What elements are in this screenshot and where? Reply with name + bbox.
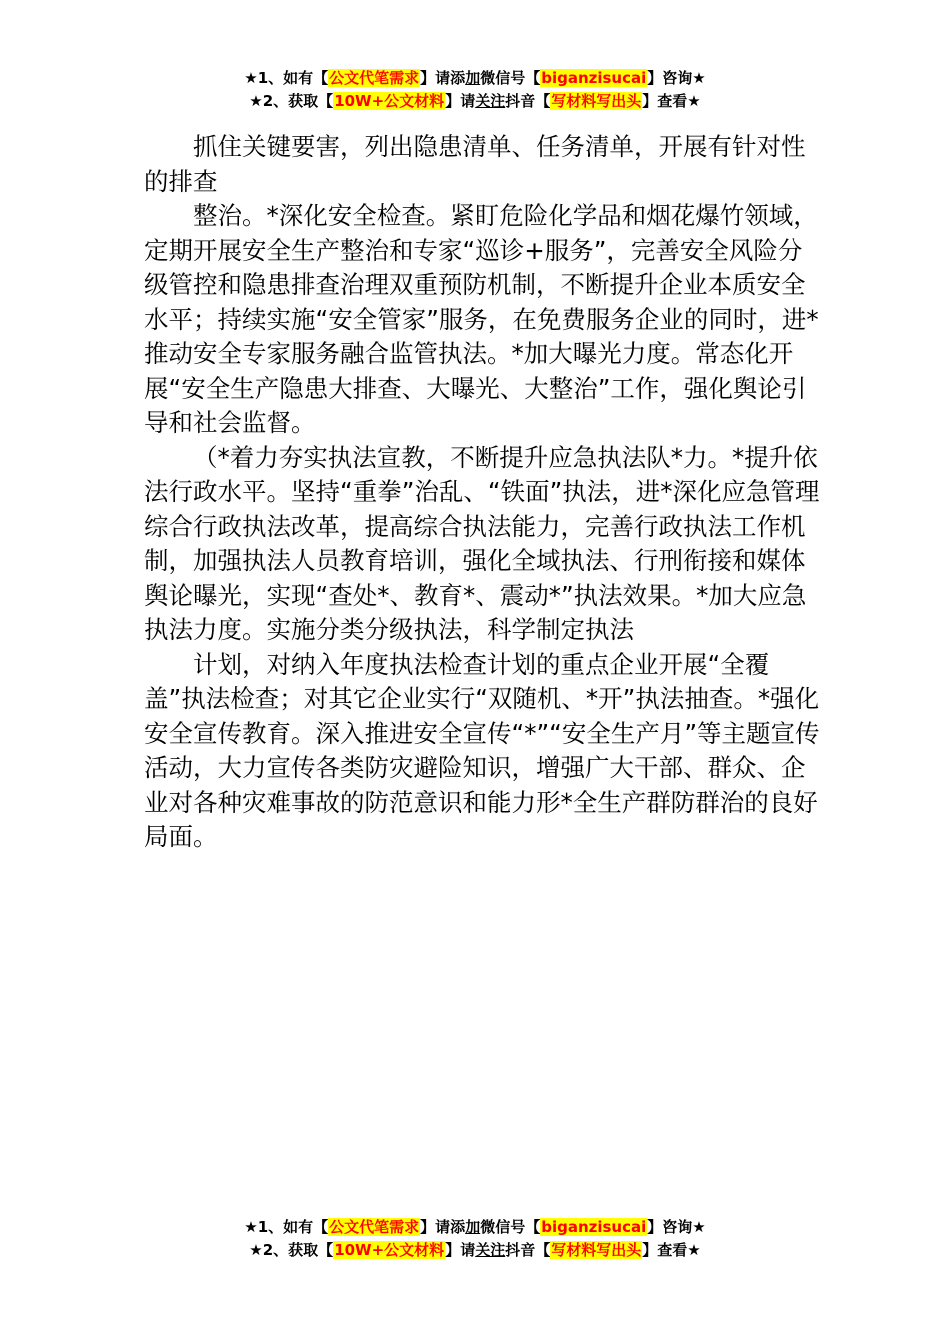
banner-text: ★1、如有【 [244,69,329,87]
underlined-text: 加 [465,1218,481,1236]
banner-text: 】请 [445,92,476,110]
banner-text: 】咨询★ [647,1218,706,1236]
banner-text: 】请添 [420,1218,466,1236]
banner-text: ★1、如有【 [244,1218,329,1236]
banner-text: 】查看★ [642,92,701,110]
banner-line-1 [0,67,950,90]
paragraph: 抓住关键要害，列出隐患清单、任务清单，开展有针对性的排查 [144,132,806,196]
banner-line-2 [0,90,950,113]
banner-text: 微信号【 [480,69,541,87]
banner-text: 】请 [445,1241,476,1259]
banner-text: 】查看★ [642,1241,701,1259]
highlight-text: 写材料写出头 [551,1241,642,1259]
highlight-text: 10W+公文材料 [334,1241,445,1259]
header-banner [0,67,950,113]
banner-text: 抖音【 [505,1241,551,1259]
paragraph: 整治。*深化安全检查。紧盯危险化学品和烟花爆竹领域，定期开展安全生产整治和专家“巡诊+服务”，完善安全风险分级管控和隐患排查治理双重预防机制，不断提升企业本质安全水平；持续实施“安全管家”服务，在免费服务企业的同时，进*推动安全专家服务融合监管执法。*加大曝光力度。常态化开展“安全生产隐患大排查、大曝光、大整治”工作，强化舆论引导和社会监督。 [144,201,819,437]
footer-banner [0,1216,950,1262]
banner-text: 】咨询★ [647,69,706,87]
banner-line-2 [0,1239,950,1262]
paragraph: 计划，对纳入年度执法检查计划的重点企业开展“全覆盖”执法检查；对其它企业实行“双随机、*开”执法抽查。*强化安全宣传教育。深入推进安全宣传“*”“安全生产月”等主题宣传活动，大力宣传各类防灾避险知识，增强广大干部、群众、企业对各种灾难事故的防范意识和能力形*全生产群防群治的良好局面。 [144,649,820,851]
banner-line-1 [0,1216,950,1239]
underlined-text: 加 [465,69,481,87]
highlight-text: 公文代笔需求 [329,1218,420,1236]
highlight-text: biganzisucai [541,1218,647,1236]
banner-text: ★2、获取【 [249,92,334,110]
paragraph: （*着力夯实执法宣教，不断提升应急执法队*力。*提升依法行政水平。坚持“重拳”治乱、“铁面”执法，进*深化应急管理综合行政执法改革，提高综合执法能力，完善行政执法工作机制，加强执法人员教育培训，强化全域执法、行刑衔接和媒体舆论曝光，实现“查处*、教育*、震动*”执法效果。*加大应急执法力度。实施分类分级执法，科学制定执法 [144,442,820,644]
document-body [144,130,824,855]
banner-text: 抖音【 [505,92,551,110]
highlight-text: 公文代笔需求 [329,69,420,87]
banner-text: 微信号【 [480,1218,541,1236]
underlined-text: 关注 [475,92,506,110]
highlight-text: biganzisucai [541,69,647,87]
banner-text: ★2、获取【 [249,1241,334,1259]
highlight-text: 10W+公文材料 [334,92,445,110]
highlight-text: 写材料写出头 [551,92,642,110]
underlined-text: 关注 [475,1241,506,1259]
banner-text: 】请添 [420,69,466,87]
